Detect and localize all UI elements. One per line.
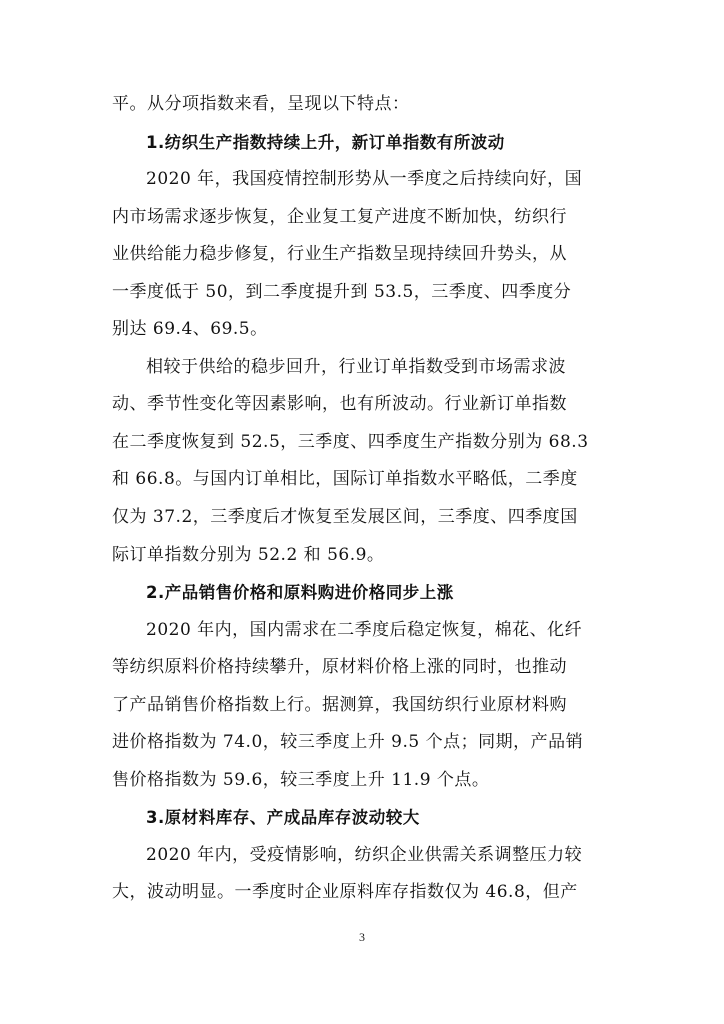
paragraph-line: 进价格指数为 74.0，较三季度上升 9.5 个点；同期，产品销 [112, 732, 584, 753]
section-heading-2: 2.产品销售价格和原料购进价格同步上涨 [146, 583, 454, 603]
paragraph-line: 相较于供给的稳步回升，行业订单指数受到市场需求波 [146, 356, 566, 377]
paragraph-line: 内市场需求逐步恢复，企业复工复产进度不断加快，纺织行 [112, 206, 567, 227]
text-line: 平。从分项指数来看，呈现以下特点： [112, 94, 410, 114]
paragraph-line: 2020 年，我国疫情控制形势从一季度之后持续向好，国 [146, 169, 583, 190]
section-heading-1: 1.纺织生产指数持续上升，新订单指数有所波动 [146, 132, 505, 152]
paragraph-line: 和 66.8。与国内订单相比，国际订单指数水平略低，二季度 [112, 469, 578, 490]
paragraph-line: 动、季节性变化等因素影响，也有所波动。行业新订单指数 [112, 394, 567, 415]
paragraph-line: 一季度低于 50，到二季度提升到 53.5，三季度、四季度分 [112, 281, 572, 302]
paragraph-line: 大，波动明显。一季度时企业原料库存指数仅为 46.8，但产 [112, 882, 578, 903]
page-number: 3 [359, 930, 365, 944]
paragraph-line: 际订单指数分别为 52.2 和 56.9。 [112, 544, 385, 565]
paragraph-line: 售价格指数为 59.6，较三季度上升 11.9 个点。 [112, 769, 490, 790]
paragraph-line: 别达 69.4、69.5。 [112, 319, 268, 340]
paragraph-line: 了产品销售价格指数上行。据测算，我国纺织行业原材料购 [112, 694, 567, 715]
paragraph-line: 业供给能力稳步修复，行业生产指数呈现持续回升势头，从 [112, 244, 567, 265]
paragraph-line: 2020 年内，受疫情影响，纺织企业供需关系调整压力较 [146, 844, 583, 865]
paragraph-line: 仅为 37.2，三季度后才恢复至发展区间，三季度、四季度国 [112, 507, 578, 528]
body-text [112, 86, 616, 912]
paragraph-line: 在二季度恢复到 52.5，三季度、四季度生产指数分别为 68.3 [112, 431, 589, 452]
paragraph-line: 等纺织原料价格持续攀升，原材料价格上涨的同时，也推动 [112, 657, 567, 678]
paragraph-line: 2020 年内，国内需求在二季度后稳定恢复，棉花、化纤 [146, 619, 583, 640]
section-heading-3: 3.原材料库存、产成品库存波动较大 [146, 808, 420, 828]
